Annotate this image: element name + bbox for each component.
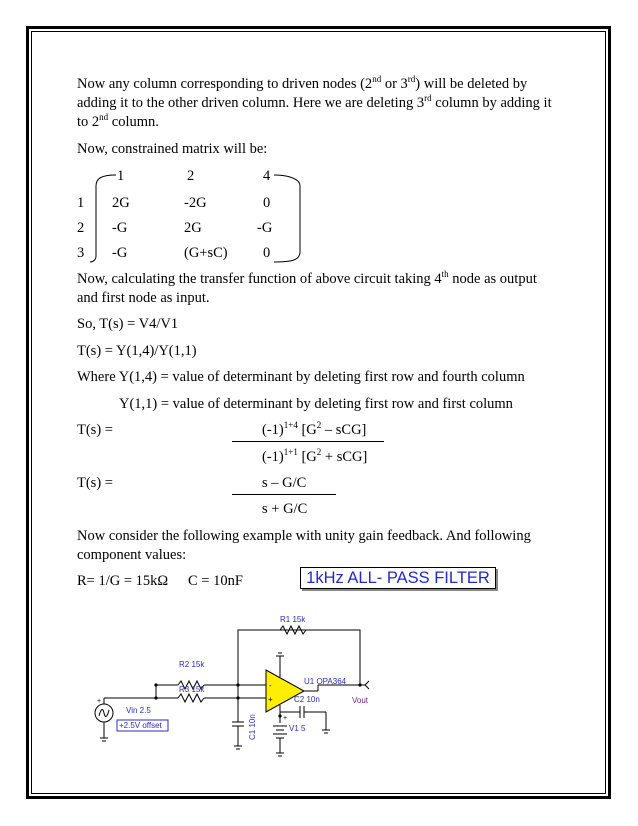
matrix-col-header: 2 [187,168,195,184]
frac1-denominator: $(-1)^{1+1}$ $[G^2 + sCG]$ [262,447,368,465]
c1-label: C1 10n [248,714,257,740]
matrix-right-bracket [272,172,304,264]
matrix-cell: -G [257,220,273,236]
matrix-row-label: 1 [77,195,85,211]
matrix-cell: (G+sC) [184,245,228,261]
vout-terminal [365,681,369,689]
offset-label: +2.5V offset [119,721,162,730]
frac2-denominator: s + G/C [262,501,308,517]
c2-label: C2 10n [294,695,320,704]
matrix-cell: -2G [184,195,207,211]
r1-label: R1 15k [280,615,306,624]
matrix-cell: 0 [263,245,271,261]
vout-label: Vout [352,696,369,705]
frac1-numerator: $(-1)^{1+4}$ $[G^2 - sCG]$ [262,420,367,438]
vin-plus-sign: + [97,698,102,705]
value-r: R= 1/G = 15kΩ [77,573,169,589]
u1-label: U1 OPA364 [304,677,347,686]
v1-label: V1 5 [289,724,306,733]
frac2-numerator: s – G/C [262,475,307,491]
v1-plus-sign: + [283,715,288,722]
r3-label: R3 15k [179,685,205,694]
equation-ts-y: T(s) = Y(1,4)/Y(1,1) [77,343,197,359]
matrix-row-label: 2 [77,220,85,236]
all-pass-filter-schematic [90,608,390,778]
r3-resistor [178,694,204,702]
matrix-intro: Now, constrained matrix will be: [77,141,268,157]
matrix-col-header: 4 [263,168,271,184]
equation-ts-ratio: So, T(s) = V4/V1 [77,316,179,332]
matrix-cell: -G [112,245,128,261]
value-c: C = 10nF [188,573,243,589]
para3-line2: component values: [77,547,187,563]
matrix-cell: 2G [184,220,202,236]
para1-line3: to 2nd column. [77,112,159,130]
matrix-cell: -G [112,220,128,236]
para3-line1: Now consider the following example with unity gain feedback. And following [77,528,531,544]
matrix-cell: 0 [263,195,271,211]
matrix-col-header: 1 [117,168,125,184]
frac2-lhs: T(s) = [77,475,113,491]
where-line-1: Where Y(1,4) = value of determinant by deleting first row and fourth column [77,369,525,385]
frac1-lhs: T(s) = [77,422,113,438]
para2-line1: Now, calculating the transfer function of above circuit taking 4th node as output [77,269,537,287]
frac1-bar [232,441,384,442]
matrix-row-label: 3 [77,245,85,261]
frac2-bar [232,494,336,495]
r2-label: R2 15k [179,660,205,669]
para2-line2: and first node as input. [77,290,210,306]
opamp-minus: - [269,681,272,690]
para1-line1: Now any column corresponding to driven nodes (2nd or 3rd) will be deleted by [77,74,528,92]
matrix-cell: 2G [112,195,130,211]
where-line-2: Y(1,1) = value of determinant by deleting first row and first column [119,396,513,412]
matrix-left-bracket [88,172,118,264]
vin-label: Vin 2.5 [126,706,151,715]
para1-line2: adding it to the other driven column. Here we are deleting 3rd column by adding it [77,93,552,111]
filter-title-banner: 1kHz ALL- PASS FILTER [300,567,496,589]
opamp-u1 [266,670,304,712]
opamp-plus: + [268,695,273,704]
